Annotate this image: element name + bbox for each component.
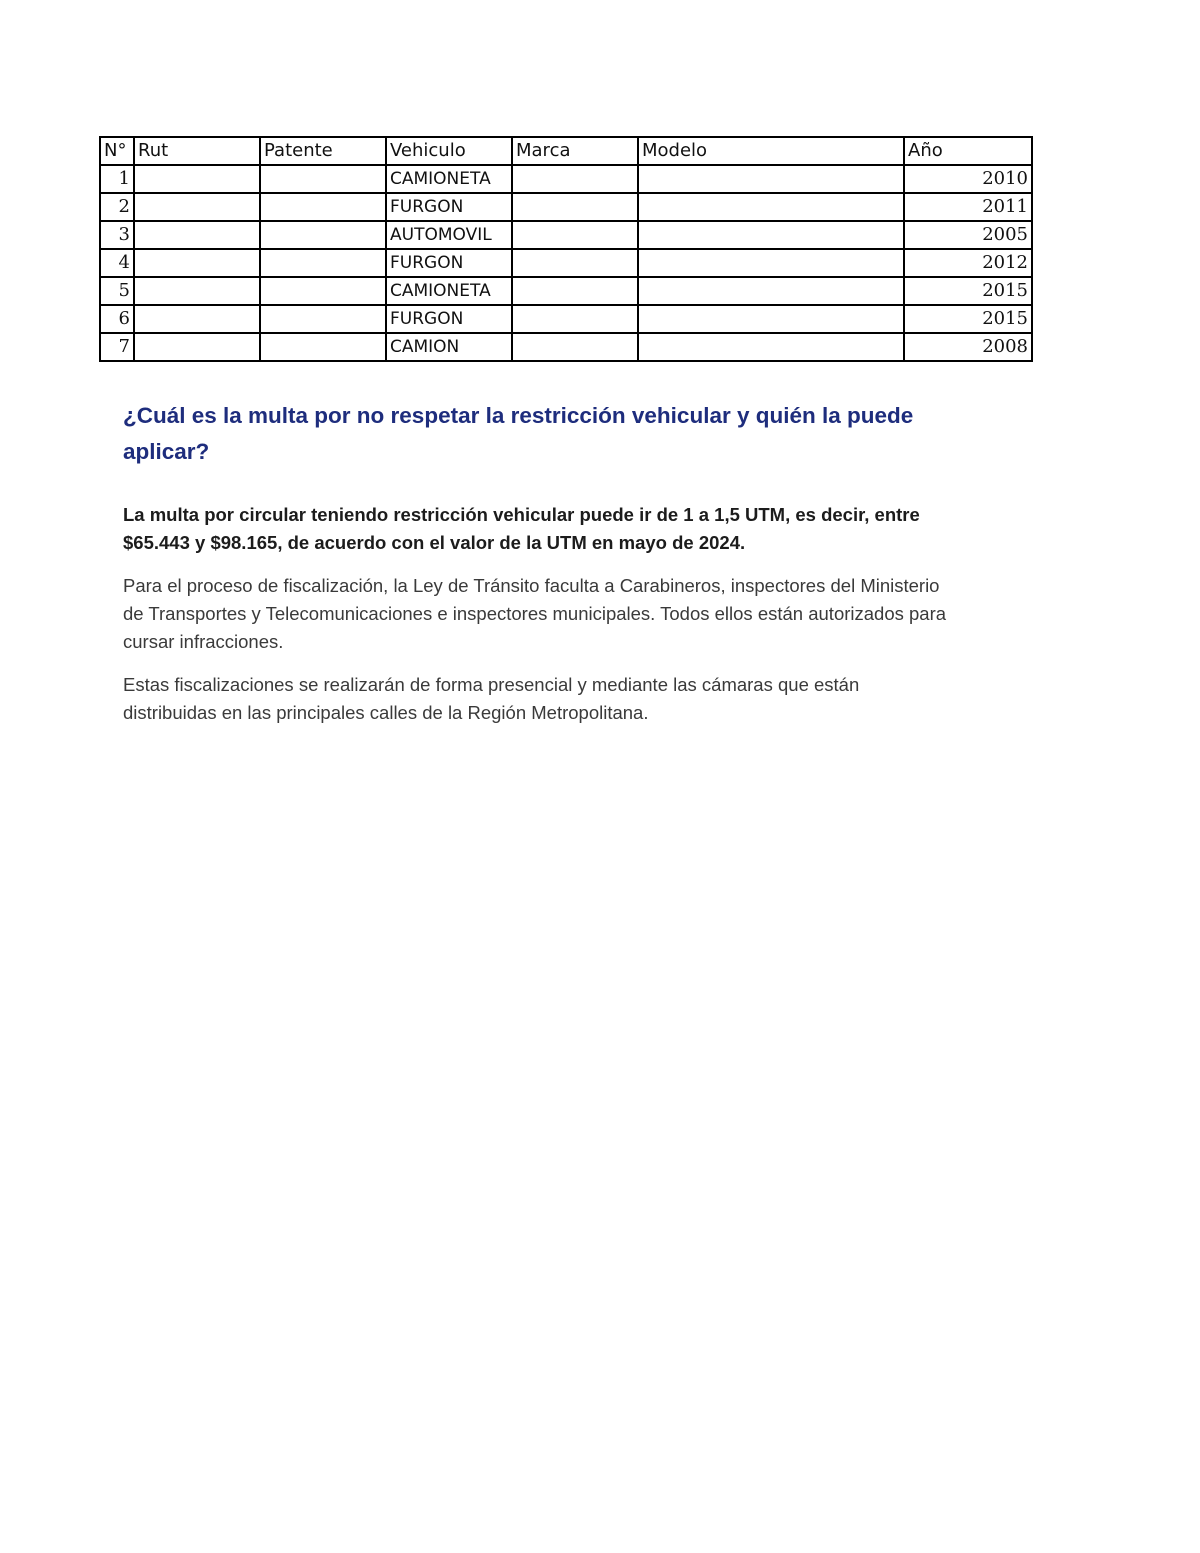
cell-modelo [638,193,904,221]
table-row [100,305,1032,333]
cell-number: 5 [100,277,134,305]
cell-rut [134,333,260,361]
cell-patente [260,333,386,361]
article-paragraph-cameras: Estas fiscalizaciones se realizarán de forma presencial y mediante las cámaras que están distribuidas en las principales calles de la Región Metropolitana. [123,674,860,723]
header-rut: Rut [134,137,260,165]
cell-patente [260,193,386,221]
article-paragraph-enforcement: Para el proceso de fiscalización, la Ley de Tránsito faculta a Carabineros, inspectores del Ministerio de Transportes y Telecomunicaciones e inspectores municipales. Todos ellos están autorizados para cursar infracciones. [123,575,947,652]
table-row [100,249,1032,277]
cell-marca [512,165,638,193]
table-row [100,165,1032,193]
cell-marca [512,193,638,221]
cell-vehiculo: AUTOMOVIL [386,221,512,249]
cell-modelo [638,277,904,305]
cell-vehiculo: FURGON [386,305,512,333]
cell-marca [512,333,638,361]
fine-info-article [123,398,963,727]
table-row [100,193,1032,221]
cell-patente [260,277,386,305]
table-row [100,221,1032,249]
cell-vehiculo: CAMIONETA [386,165,512,193]
cell-anio: 2010 [904,165,1032,193]
cell-anio: 2015 [904,277,1032,305]
cell-patente [260,249,386,277]
cell-modelo [638,221,904,249]
cell-marca [512,221,638,249]
cell-number: 1 [100,165,134,193]
cell-marca [512,305,638,333]
cell-anio: 2012 [904,249,1032,277]
cell-modelo [638,333,904,361]
header-number: N° [100,137,134,165]
article-heading: ¿Cuál es la multa por no respetar la restricción vehicular y quién la puede aplicar? [123,403,914,464]
cell-vehiculo: CAMIONETA [386,277,512,305]
cell-vehiculo: CAMION [386,333,512,361]
cell-anio: 2015 [904,305,1032,333]
cell-rut [134,277,260,305]
cell-modelo [638,249,904,277]
cell-number: 7 [100,333,134,361]
header-patente: Patente [260,137,386,165]
cell-rut [134,221,260,249]
cell-number: 2 [100,193,134,221]
vehicle-table [99,136,1033,362]
cell-vehiculo: FURGON [386,249,512,277]
cell-rut [134,193,260,221]
table-row [100,333,1032,361]
cell-anio: 2011 [904,193,1032,221]
cell-patente [260,221,386,249]
cell-rut [134,165,260,193]
cell-anio: 2005 [904,221,1032,249]
cell-patente [260,305,386,333]
cell-anio: 2008 [904,333,1032,361]
cell-marca [512,277,638,305]
cell-marca [512,249,638,277]
header-vehiculo: Vehiculo [386,137,512,165]
cell-vehiculo: FURGON [386,193,512,221]
cell-rut [134,305,260,333]
cell-patente [260,165,386,193]
header-modelo: Modelo [638,137,904,165]
article-lead-paragraph: La multa por circular teniendo restricción vehicular puede ir de 1 a 1,5 UTM, es decir, entre $65.443 y $98.165, de acuerdo con el valor de la UTM en mayo de 2024. [123,504,920,553]
cell-number: 3 [100,221,134,249]
table-row [100,277,1032,305]
cell-rut [134,249,260,277]
cell-modelo [638,165,904,193]
table-header-row [100,137,1032,165]
cell-number: 6 [100,305,134,333]
header-anio: Año [904,137,1032,165]
header-marca: Marca [512,137,638,165]
cell-modelo [638,305,904,333]
cell-number: 4 [100,249,134,277]
